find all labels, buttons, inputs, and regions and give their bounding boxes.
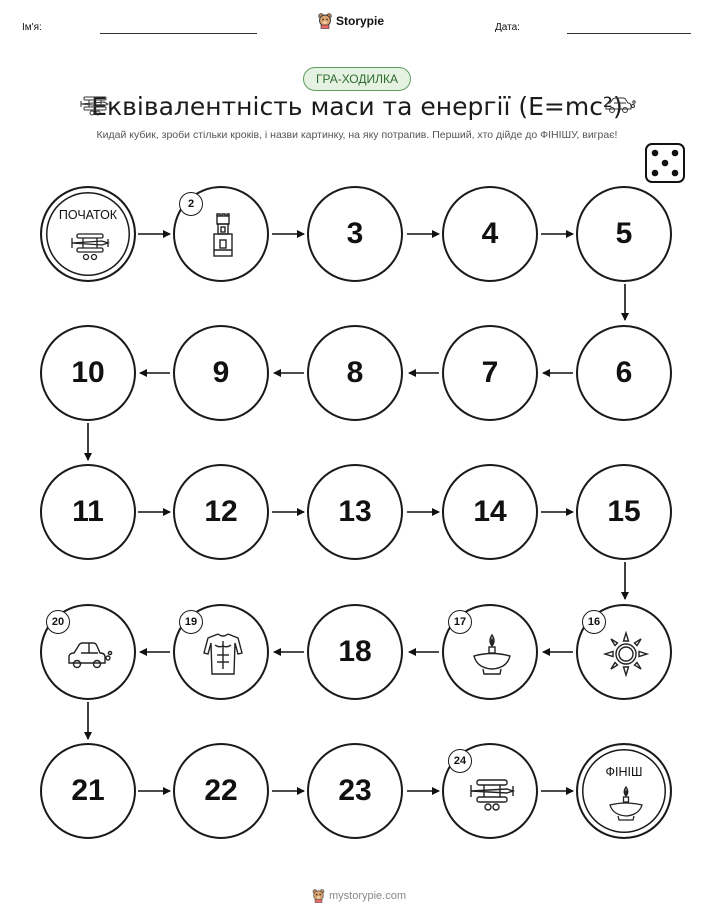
board-cell-11[interactable] [40,464,136,560]
cell-number: 9 [212,356,230,389]
board-cell-3[interactable] [307,186,403,282]
cell-number: 10 [71,356,105,389]
page-title: Еквівалентність маси та енергії (E=mc²) [91,92,623,121]
oil-lamp-icon [467,629,517,679]
finish-cell[interactable] [576,743,672,839]
finish-label: ФІНІШ [605,765,643,779]
board-cell-7[interactable] [442,325,538,421]
board-cell-9[interactable] [173,325,269,421]
cell-number: 23 [338,774,372,807]
cell-number: 7 [481,356,499,389]
cell-number: 5 [615,217,633,250]
start-cell[interactable] [40,186,136,282]
footer-url[interactable]: mystorypie.com [329,890,407,902]
biplane-icon [68,226,112,270]
start-label: ПОЧАТОК [58,208,118,222]
board-cell-6[interactable] [576,325,672,421]
cell-number: 4 [481,217,499,250]
cell-number: 17 [448,610,472,634]
board-cell-5[interactable] [576,186,672,282]
cell-number: 13 [338,495,372,528]
board-cell-20[interactable] [40,604,136,700]
game-badge: ГРА-ХОДИЛКА [303,67,411,91]
brand-name: Storypie [336,14,385,28]
board-cell-12[interactable] [173,464,269,560]
board-cell-18[interactable] [307,604,403,700]
cell-number: 16 [582,610,606,634]
bear-logo-icon [312,889,325,903]
name-label: Ім'я: [22,22,42,33]
board-cell-22[interactable] [173,743,269,839]
cell-number: 8 [346,356,364,389]
cell-number: 14 [473,495,507,528]
cell-number: 21 [71,774,105,807]
board-cell-17[interactable] [442,604,538,700]
castle-tower-icon [198,211,248,261]
board-cell-19[interactable] [173,604,269,700]
cell-number: 18 [338,635,372,668]
board-cell-2[interactable] [173,186,269,282]
cell-number: 2 [179,192,203,216]
cell-number: 3 [346,217,364,250]
sun-icon [601,629,651,679]
oil-lamp-icon [604,783,648,827]
board-cell-24[interactable] [442,743,538,839]
cell-number: 12 [204,495,238,528]
torso-icon [198,629,248,679]
date-label: Дата: [495,22,520,33]
cell-number: 6 [615,356,633,389]
board-cell-14[interactable] [442,464,538,560]
board-cell-15[interactable] [576,464,672,560]
cell-number: 11 [72,495,104,528]
cell-number: 15 [607,495,641,528]
board-cell-16[interactable] [576,604,672,700]
car-icon [65,629,115,679]
board-cell-13[interactable] [307,464,403,560]
cell-number: 22 [204,774,238,807]
footer [312,889,406,903]
board-cell-10[interactable] [40,325,136,421]
cell-number: 24 [448,749,472,773]
board-cell-21[interactable] [40,743,136,839]
board-cell-4[interactable] [442,186,538,282]
cell-number: 19 [179,610,203,634]
instructions: Кидай кубик, зроби стільки кроків, і назви картинку, на яку потрапив. Перший, хто дійде до ФІНІШУ, виграє! [96,129,618,141]
cell-number: 20 [46,610,70,634]
board-cell-8[interactable] [307,325,403,421]
biplane-icon [467,768,517,818]
board-cell-23[interactable] [307,743,403,839]
